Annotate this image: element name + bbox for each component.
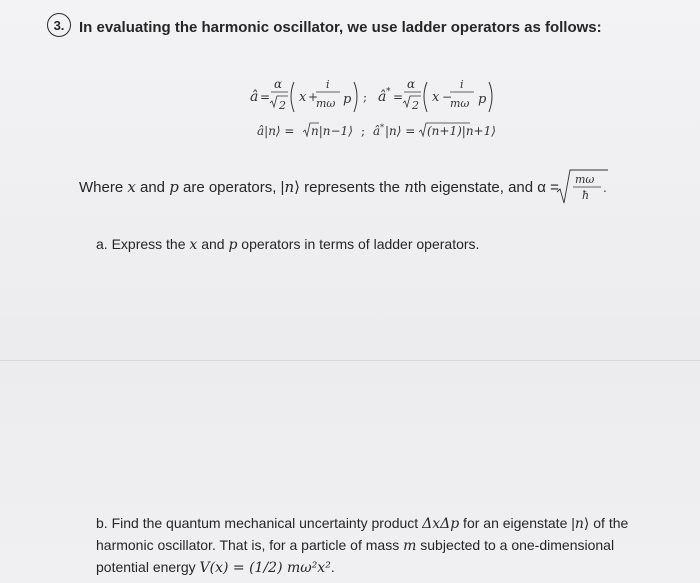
svg-text:=: = <box>260 90 271 104</box>
svg-text:mω: mω <box>316 97 336 110</box>
svg-text:;: ; <box>363 90 368 104</box>
uncertainty-product: ΔxΔp <box>422 516 460 532</box>
n-variable: n <box>284 178 295 196</box>
a-hat-symbol: â <box>250 89 259 105</box>
part-b-text: . <box>330 559 335 575</box>
part-a <box>96 236 479 253</box>
svg-text:.: . <box>603 181 607 195</box>
part-b-text: ⟩ of the harmonic oscillator. That is, for a particle of mass <box>96 515 629 553</box>
question-number-badge <box>47 13 71 37</box>
svg-text:*: * <box>380 123 384 132</box>
svg-text:ħ: ħ <box>582 189 590 202</box>
def-text: th eigenstate, and α = <box>413 179 559 196</box>
part-a-label: a. <box>96 236 108 252</box>
p-variable: p <box>169 178 179 196</box>
def-text: Where <box>79 179 128 196</box>
x-variable: x <box>189 237 198 253</box>
def-text: ⟩ represents the <box>294 179 405 196</box>
part-a-text: Express the <box>111 236 190 252</box>
part-b-text: subjected to a one-dimensional potential energy <box>96 537 615 575</box>
svg-text:(n+1)|n+1⟩: (n+1)|n+1⟩ <box>427 124 496 138</box>
part-b-text: Find the quantum mechanical uncertainty product <box>111 515 423 531</box>
svg-text:i: i <box>460 78 464 91</box>
question-number: 3. <box>53 17 65 33</box>
svg-text:n|n−1⟩: n|n−1⟩ <box>311 124 353 138</box>
svg-text:2: 2 <box>279 99 286 112</box>
def-text: and <box>135 179 170 196</box>
svg-text:p: p <box>478 92 487 107</box>
n-variable: n <box>574 516 584 532</box>
svg-text:2: 2 <box>412 99 419 112</box>
svg-text:p: p <box>343 92 352 107</box>
nth-variable: n <box>404 178 414 196</box>
question-prompt: In evaluating the harmonic oscillator, we use ladder operators as follows: <box>79 19 602 36</box>
a-dagger-symbol: â <box>378 89 387 105</box>
svg-text:α: α <box>407 77 416 91</box>
ladder-operator-actions <box>257 118 517 144</box>
svg-text:mω: mω <box>450 97 470 110</box>
svg-text:α: α <box>274 77 283 91</box>
part-b-label: b. <box>96 515 108 531</box>
part-b-text: for an eigenstate | <box>459 515 575 531</box>
svg-text:−: − <box>442 90 453 104</box>
alpha-value-expression <box>555 168 610 206</box>
svg-text:â|n⟩ =: â|n⟩ = <box>257 124 295 138</box>
operator-definitions <box>79 178 559 196</box>
p-variable: p <box>228 237 238 253</box>
svg-text:mω: mω <box>575 173 595 186</box>
part-a-text: operators in terms of ladder operators. <box>237 236 480 252</box>
svg-text:x: x <box>299 90 307 105</box>
svg-text:i: i <box>326 78 330 91</box>
potential-energy-expression: V(x) = (1/2) mω²x² <box>199 560 331 576</box>
svg-text:|n⟩ =: |n⟩ = <box>385 124 416 138</box>
svg-text:=: = <box>393 90 404 104</box>
m-variable: m <box>403 538 417 554</box>
part-a-text: and <box>197 236 229 252</box>
part-b <box>96 513 656 579</box>
x-variable: x <box>127 178 136 196</box>
svg-text:x: x <box>432 90 440 105</box>
svg-text:;: ; <box>361 124 366 138</box>
def-text: are operators, | <box>178 179 285 196</box>
svg-text:*: * <box>386 87 391 97</box>
ladder-operator-definitions <box>250 72 520 120</box>
svg-text:â: â <box>373 124 381 138</box>
svg-text:+: + <box>308 90 319 104</box>
